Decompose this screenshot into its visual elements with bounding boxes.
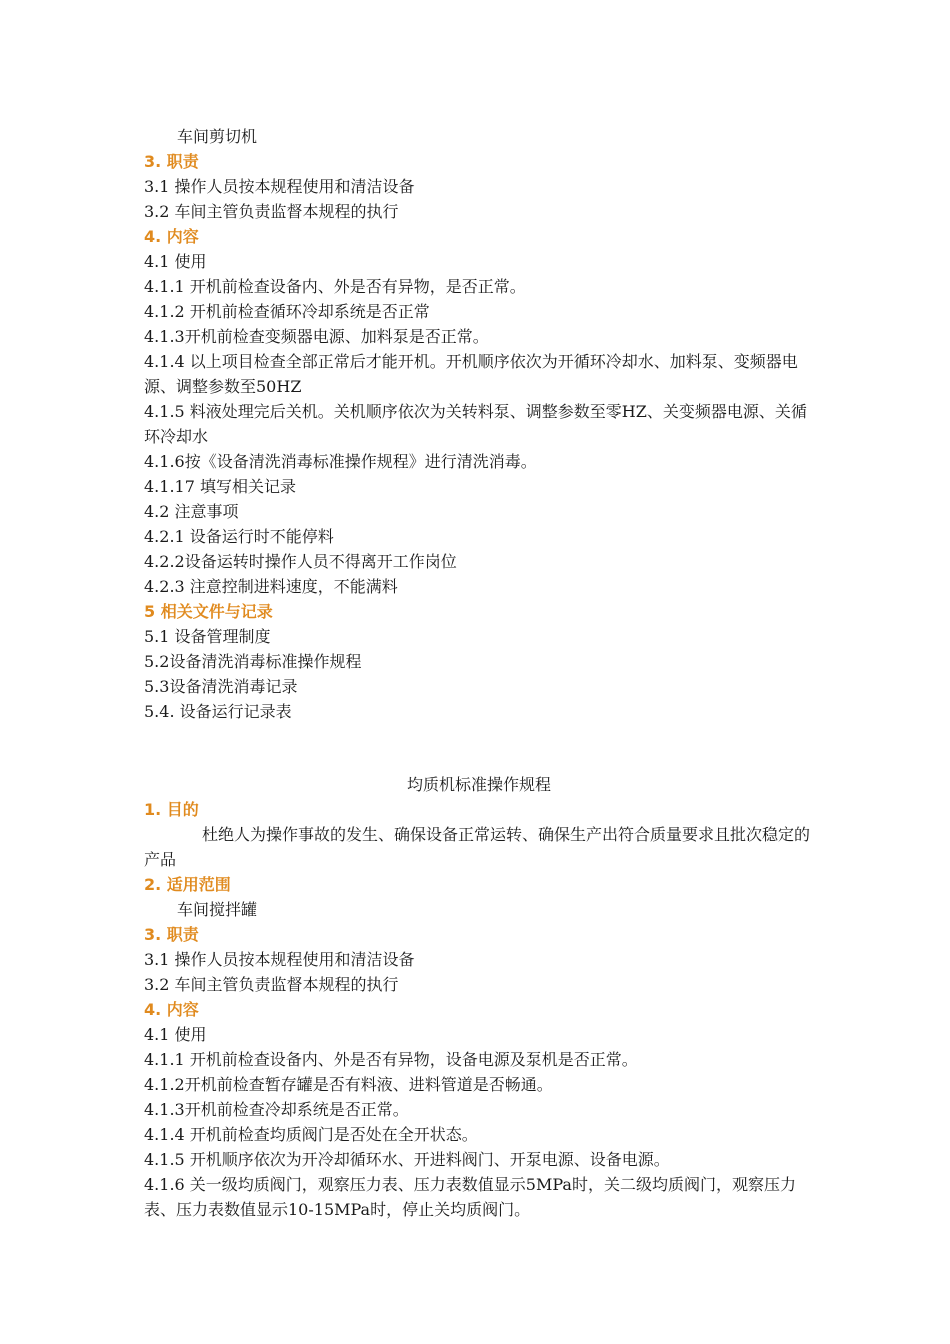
paragraph: 4.1.3开机前检查变频器电源、加料泵是否正常。: [144, 327, 489, 346]
heading-related-files: 5 相关文件与记录: [144, 602, 273, 621]
paragraph: 5.2设备清洗消毒标准操作规程: [144, 652, 362, 671]
paragraph: 4.1.1 开机前检查设备内、外是否有异物，是否正常。: [144, 277, 526, 296]
paragraph: 5.4. 设备运行记录表: [144, 702, 292, 721]
scope-text: 车间剪切机: [177, 127, 258, 146]
document-title: 均质机标准操作规程: [406, 775, 551, 794]
heading-content: 4. 内容: [144, 1000, 199, 1019]
paragraph: 4.2 注意事项: [144, 502, 239, 521]
paragraph: 4.2.3 注意控制进料速度，不能满料: [144, 577, 398, 596]
document-page: [144, 124, 814, 1222]
paragraph: 4.1 使用: [144, 252, 207, 271]
heading-content: 4. 内容: [144, 227, 199, 246]
paragraph: 4.1.1 开机前检查设备内、外是否有异物，设备电源及泵机是否正常。: [144, 1050, 638, 1069]
paragraph: 4.1.6按《设备清洗消毒标准操作规程》进行清洗消毒。: [144, 452, 537, 471]
heading-purpose: 1. 目的: [144, 800, 199, 819]
paragraph: 4.1.4 以上项目检查全部正常后才能开机。开机顺序依次为开循环冷却水、加料泵、变频器电源、调整参数至50HZ: [144, 352, 798, 396]
heading-responsibility: 3. 职责: [144, 152, 199, 171]
paragraph: 4.1.3开机前检查冷却系统是否正常。: [144, 1100, 409, 1119]
section-spacer: [144, 724, 814, 772]
heading-responsibility: 3. 职责: [144, 925, 199, 944]
paragraph: 4.1.2开机前检查暂存罐是否有料液、进料管道是否畅通。: [144, 1075, 553, 1094]
paragraph: 4.1.2 开机前检查循环冷却系统是否正常: [144, 302, 430, 321]
paragraph: 5.1 设备管理制度: [144, 627, 271, 646]
paragraph: 4.1 使用: [144, 1025, 207, 1044]
paragraph: 3.1 操作人员按本规程使用和清洁设备: [144, 177, 415, 196]
paragraph: 3.2 车间主管负责监督本规程的执行: [144, 975, 399, 994]
paragraph: 4.2.2设备运转时操作人员不得离开工作岗位: [144, 552, 457, 571]
paragraph: 4.2.1 设备运行时不能停料: [144, 527, 334, 546]
scope-text: 车间搅拌罐: [177, 900, 258, 919]
paragraph: 5.3设备清洗消毒记录: [144, 677, 298, 696]
paragraph: 4.1.6 关一级均质阀门，观察压力表、压力表数值显示5MPa时，关二级均质阀门，观察压力表、压力表数值显示10-15MPa时，停止关均质阀门。: [144, 1175, 796, 1219]
paragraph: 4.1.17 填写相关记录: [144, 477, 296, 496]
paragraph: 4.1.5 料液处理完后关机。关机顺序依次为关转料泵、调整参数至零HZ、关变频器电源、关循环冷却水: [144, 402, 807, 446]
paragraph: 3.2 车间主管负责监督本规程的执行: [144, 202, 399, 221]
paragraph: 3.1 操作人员按本规程使用和清洁设备: [144, 950, 415, 969]
heading-scope: 2. 适用范围: [144, 875, 231, 894]
purpose-text: 杜绝人为操作事故的发生、确保设备正常运转、确保生产出符合质量要求且批次稳定的产品: [144, 825, 811, 869]
paragraph: 4.1.5 开机顺序依次为开冷却循环水、开进料阀门、开泵电源、设备电源。: [144, 1150, 670, 1169]
paragraph: 4.1.4 开机前检查均质阀门是否处在全开状态。: [144, 1125, 478, 1144]
